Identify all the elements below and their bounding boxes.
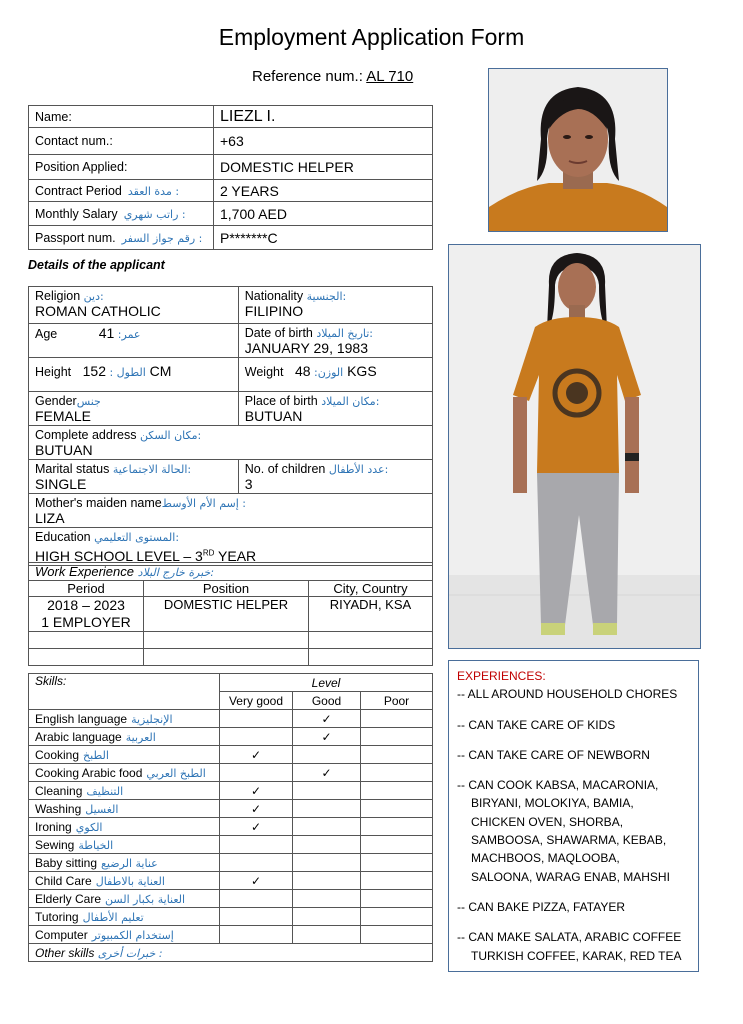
reference-value: AL 710 — [366, 68, 414, 85]
skill-level-cell — [220, 926, 293, 944]
children-cell: No. of children عدد الأطفال: 3 — [238, 460, 432, 494]
skill-name: Child Care العناية بالاطفال — [29, 872, 220, 890]
skill-level-cell — [361, 728, 433, 746]
religion-value: ROMAN CATHOLIC — [35, 303, 161, 319]
gender-cell: Genderجنس FEMALE — [29, 392, 239, 426]
experiences-heading: EXPERIENCES: — [457, 669, 546, 683]
skill-level-cell — [293, 818, 361, 836]
skill-row — [29, 854, 433, 872]
experience-item: -- ALL AROUND HOUSEHOLD CHORES — [457, 687, 678, 702]
skill-level-cell — [361, 926, 433, 944]
skill-name: Arabic language العربية — [29, 728, 220, 746]
religion-cell: Religion دين: ROMAN CATHOLIC — [29, 287, 239, 324]
skill-row — [29, 836, 433, 854]
period-value: 2018 – 2023 1 EMPLOYER — [29, 597, 144, 632]
header-row — [29, 202, 433, 226]
header-label: Passport num. رقم جواز السفر : — [29, 226, 214, 250]
experience-item: -- CAN BAKE PIZZA, FATAYER — [457, 899, 626, 914]
marital-value: SINGLE — [35, 476, 87, 492]
skill-level-cell — [293, 782, 361, 800]
skill-level-cell — [293, 908, 361, 926]
skill-name: Ironing الكوي — [29, 818, 220, 836]
education-cell: Education المستوى التعليمي: HIGH SCHOOL LEVEL – 3RD YEAR — [29, 528, 433, 566]
skill-level-cell — [220, 782, 293, 800]
pob-cell: Place of birth مكان الميلاد: BUTUAN — [238, 392, 432, 426]
skill-level-cell — [361, 854, 433, 872]
skill-level-cell — [293, 710, 361, 728]
skill-level-cell — [293, 764, 361, 782]
header-label: Contract Period مدة العقد : — [29, 180, 214, 202]
skill-level-cell — [361, 908, 433, 926]
header-label: Position Applied: — [29, 155, 214, 180]
weight-cell: Weight الوزن: 48 KGS — [238, 358, 432, 392]
header-value: +63 — [214, 128, 433, 155]
experience-item: -- CAN COOK KABSA, MACARONIA, BIRYANI, MOLOKIYA, BAMIA, CHICKEN OVEN, SHORBA, SAMBOOSA, SHAWARMA, KEBAB, MACHBOOS, MAQLOOBA, SALOONA, WARAG ENAB, MAHSHI — [457, 778, 670, 884]
weight-value: 48 KGS — [294, 363, 377, 379]
skill-name: Baby sitting عناية الرضيع — [29, 854, 220, 872]
applicant-header-table — [28, 105, 433, 250]
header-row — [29, 106, 433, 128]
col-city: City, Country — [309, 581, 433, 597]
dob-cell: Date of birth تاريخ الميلاد: JANUARY 29, 1983 — [238, 324, 432, 358]
header-row — [29, 155, 433, 180]
header-row — [29, 128, 433, 155]
experience-item: -- CAN TAKE CARE OF NEWBORN — [457, 747, 650, 762]
skill-level-cell — [220, 836, 293, 854]
work-experience-table — [28, 562, 433, 666]
header-value: LIEZL I. — [214, 106, 433, 128]
level-very-good: Very good — [220, 692, 293, 710]
address-value: BUTUAN — [35, 442, 93, 458]
skill-name: English language الإنجليزية — [29, 710, 220, 728]
check-icon: ✓ — [250, 783, 262, 798]
skill-level-cell — [293, 800, 361, 818]
skill-level-cell — [361, 764, 433, 782]
skill-row — [29, 872, 433, 890]
skill-level-cell — [361, 710, 433, 728]
skill-row — [29, 746, 433, 764]
form-title: Employment Application Form — [218, 24, 525, 50]
skill-level-cell — [293, 854, 361, 872]
level-label: Level — [220, 674, 433, 692]
applicant-portrait-photo — [488, 68, 668, 232]
skills-label: Skills: — [29, 674, 220, 710]
skill-level-cell — [293, 926, 361, 944]
pob-value: BUTUAN — [244, 408, 303, 424]
skill-row — [29, 800, 433, 818]
skill-level-cell — [293, 728, 361, 746]
skill-name: Cleaning التنظيف — [29, 782, 220, 800]
mother-cell: Mother's maiden nameإسم الأم الأوسط : LIZA — [29, 494, 433, 528]
skill-level-cell — [361, 746, 433, 764]
experience-item: -- CAN TAKE CARE OF KIDS — [457, 717, 616, 732]
skill-level-cell — [220, 818, 293, 836]
check-icon: ✓ — [321, 729, 332, 744]
level-poor: Poor — [361, 692, 433, 710]
height-value: 152 CM — [82, 363, 172, 379]
skill-level-cell — [293, 746, 361, 764]
skill-name: Computer إستخدام الكمبيوتر — [29, 926, 220, 944]
header-value: P*******C — [214, 226, 433, 250]
reference-label: Reference num.: — [252, 68, 363, 85]
skill-level-cell — [220, 908, 293, 926]
position-value: DOMESTIC HELPER — [144, 597, 309, 632]
skill-level-cell — [293, 836, 361, 854]
header-label: Monthly Salary راتب شهري : — [29, 202, 214, 226]
skill-level-cell — [220, 746, 293, 764]
col-period: Period — [29, 581, 144, 597]
skill-row — [29, 764, 433, 782]
details-heading: Details of the applicant — [28, 258, 165, 272]
nationality-value: FILIPINO — [244, 303, 304, 319]
reference-number — [252, 68, 413, 85]
skill-name: Washing الغسيل — [29, 800, 220, 818]
skill-row — [29, 818, 433, 836]
skill-level-cell — [220, 890, 293, 908]
header-value: DOMESTIC HELPER — [214, 155, 433, 180]
skill-level-cell — [293, 872, 361, 890]
skill-level-cell — [361, 890, 433, 908]
gender-value: FEMALE — [35, 408, 92, 424]
skill-name: Cooking Arabic food الطبخ العربي — [29, 764, 220, 782]
header-label: Contact num.: — [29, 128, 214, 155]
skill-name: Sewing الخياطة — [29, 836, 220, 854]
age-cell: Age عمر: 41 — [29, 324, 239, 358]
skill-row — [29, 782, 433, 800]
skill-level-cell — [220, 800, 293, 818]
check-icon: ✓ — [321, 765, 332, 780]
height-cell: Height الطول : 152 CM — [29, 358, 239, 392]
skill-level-cell — [220, 710, 293, 728]
skill-level-cell — [361, 782, 433, 800]
experiences-box — [448, 660, 699, 972]
address-cell: Complete address مكان السكن: BUTUAN — [29, 426, 433, 460]
skill-level-cell — [361, 872, 433, 890]
check-icon: ✓ — [250, 819, 262, 834]
skills-table — [28, 673, 433, 962]
skill-level-cell — [220, 728, 293, 746]
applicant-full-body-photo — [448, 244, 701, 649]
header-label: Name: — [29, 106, 214, 128]
skill-name: Tutoring تعليم الأطفال — [29, 908, 220, 926]
skill-row — [29, 728, 433, 746]
header-row — [29, 226, 433, 250]
children-value: 3 — [244, 476, 253, 492]
header-value: 1,700 AED — [214, 202, 433, 226]
education-value: HIGH SCHOOL LEVEL – 3RD YEAR — [35, 547, 257, 564]
applicant-details-table — [28, 286, 433, 566]
skill-name: Cooking الطبخ — [29, 746, 220, 764]
skill-level-cell — [361, 800, 433, 818]
level-good: Good — [293, 692, 361, 710]
city-value: RIYADH, KSA — [309, 597, 433, 632]
check-icon: ✓ — [250, 873, 262, 888]
header-value: 2 YEARS — [214, 180, 433, 202]
skill-row — [29, 890, 433, 908]
skill-level-cell — [220, 764, 293, 782]
check-icon: ✓ — [321, 711, 332, 726]
work-experience-label: Work Experience خبرة خارج البلاد: — [29, 563, 433, 581]
skill-name: Elderly Care العناية بكبار السن — [29, 890, 220, 908]
skill-level-cell — [361, 818, 433, 836]
nationality-cell: Nationality الجنسية: FILIPINO — [238, 287, 432, 324]
marital-cell: Marital status الحالة الاجتماعية: SINGLE — [29, 460, 239, 494]
skill-row — [29, 710, 433, 728]
skill-level-cell — [293, 890, 361, 908]
header-row — [29, 180, 433, 202]
check-icon: ✓ — [250, 801, 262, 816]
check-icon: ✓ — [250, 747, 262, 762]
dob-value: JANUARY 29, 1983 — [244, 340, 369, 356]
skill-level-cell — [220, 854, 293, 872]
mother-value: LIZA — [35, 510, 65, 526]
skill-row — [29, 908, 433, 926]
skill-row — [29, 926, 433, 944]
col-position: Position — [144, 581, 309, 597]
skill-level-cell — [361, 836, 433, 854]
age-value: 41 — [98, 325, 115, 341]
skill-level-cell — [220, 872, 293, 890]
other-skills: Other skills خبرات أخرى : — [29, 944, 433, 962]
experience-item: -- CAN MAKE SALATA, ARABIC COFFEE TURKISH COFFEE, KARAK, RED TEA — [457, 930, 682, 963]
